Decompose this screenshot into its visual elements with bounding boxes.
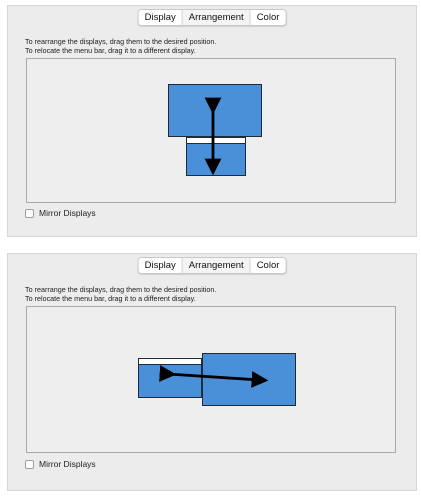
mirror-displays-option[interactable] bbox=[25, 459, 96, 469]
tab-color[interactable]: Color bbox=[251, 10, 286, 25]
instructions bbox=[25, 285, 216, 303]
display-main[interactable] bbox=[202, 353, 296, 406]
display-secondary[interactable] bbox=[186, 137, 246, 176]
tab-bar bbox=[138, 9, 287, 26]
mirror-displays-option[interactable] bbox=[25, 208, 96, 218]
tab-bar bbox=[138, 257, 287, 274]
tab-display[interactable]: Display bbox=[139, 10, 183, 25]
mirror-displays-checkbox[interactable] bbox=[25, 460, 34, 469]
display-main[interactable] bbox=[168, 84, 262, 137]
display-prefs-panel-horizontal bbox=[7, 253, 417, 491]
arrangement-area bbox=[26, 58, 396, 203]
instruction-rearrange: To rearrange the displays, drag them to the desired position. bbox=[25, 285, 217, 294]
tab-display[interactable]: Display bbox=[139, 258, 183, 273]
menu-bar[interactable] bbox=[139, 359, 201, 365]
mirror-displays-label: Mirror Displays bbox=[39, 208, 96, 218]
display-prefs-panel-vertical bbox=[7, 5, 417, 237]
tab-color[interactable]: Color bbox=[251, 258, 286, 273]
menu-bar[interactable] bbox=[187, 138, 245, 144]
mirror-displays-checkbox[interactable] bbox=[25, 209, 34, 218]
instruction-menubar: To relocate the menu bar, drag it to a different display. bbox=[25, 46, 196, 55]
arrangement-area bbox=[26, 306, 396, 453]
display-secondary[interactable] bbox=[138, 358, 202, 398]
tab-arrangement[interactable]: Arrangement bbox=[183, 258, 251, 273]
instructions bbox=[25, 37, 216, 55]
instruction-menubar: To relocate the menu bar, drag it to a different display. bbox=[25, 294, 196, 303]
mirror-displays-label: Mirror Displays bbox=[39, 459, 96, 469]
instruction-rearrange: To rearrange the displays, drag them to the desired position. bbox=[25, 37, 217, 46]
tab-arrangement[interactable]: Arrangement bbox=[183, 10, 251, 25]
